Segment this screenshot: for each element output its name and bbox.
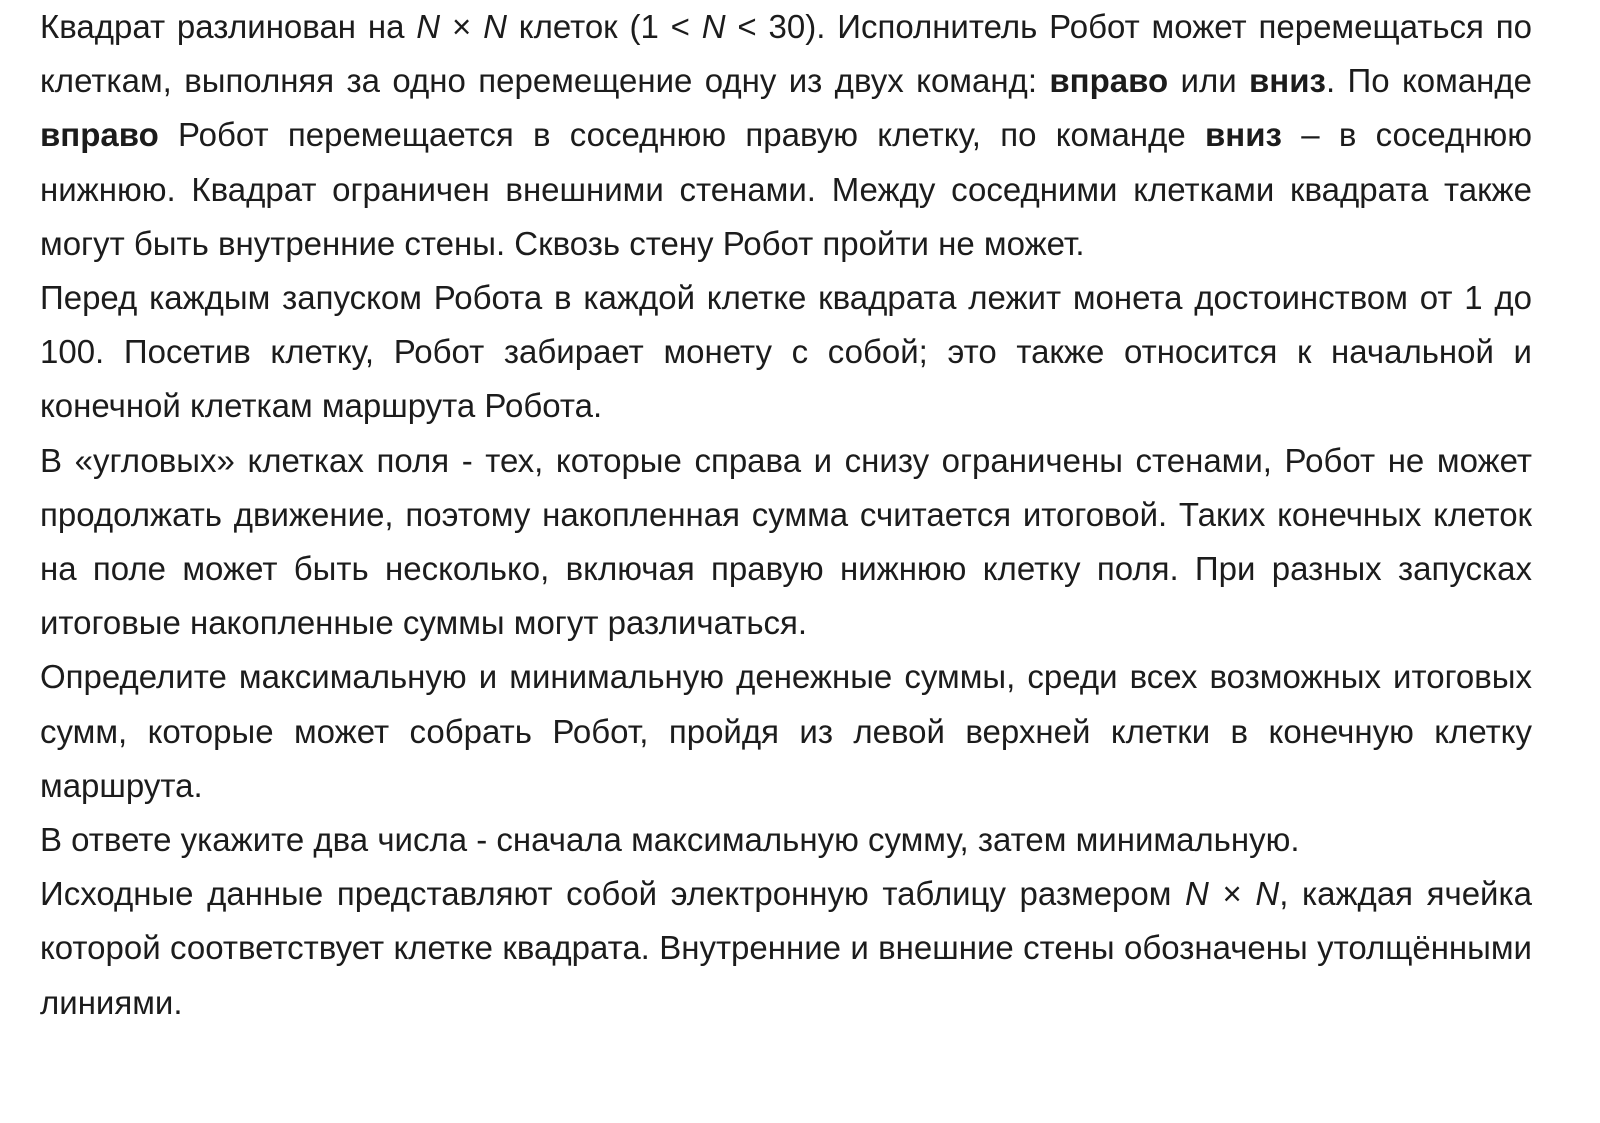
text: < 30). Исполнитель Робот может перемещаться по клеткам, выполняя за одно перемещение одну из двух команд: <box>40 8 1532 100</box>
command-down: вниз <box>1249 62 1326 100</box>
text: . По команде <box>1325 62 1532 100</box>
text: × <box>440 8 484 45</box>
var-n: N <box>1185 875 1209 913</box>
text: Квадрат разлинован на <box>40 8 417 45</box>
command-right: вправо <box>1049 62 1169 100</box>
text: или <box>1168 62 1250 100</box>
paragraph-coins: Перед каждым запуском Робота в каждой клетке квадрата лежит монета достоинством от 1 до 100. Посетив клетку, Робот забирает монету с собой; это также относится к начальной и конечной клеткам маршрута Робота. <box>40 279 1532 425</box>
var-n: N <box>483 8 507 45</box>
text: , каждая ячейка которой соответствует клетке квадрата. Внутренние и внешние стены обозначены утолщёнными линиями. <box>40 875 1532 1021</box>
var-n: N <box>416 8 441 45</box>
text: × <box>1208 875 1256 913</box>
text: клеток (1 < <box>506 8 702 45</box>
paragraph-robot-description <box>40 0 1532 271</box>
text: – в соседнюю нижнюю. Квадрат ограничен внешними стенами. Между соседними клетками квадрата также могут быть внутренние стены. Сквозь стену Робот пройти не может. <box>40 116 1532 262</box>
command-right: вправо <box>40 116 159 154</box>
paragraph-task: Определите максимальную и минимальную денежные суммы, среди всех возможных итоговых сумм, которые может собрать Робот, пройдя из левой верхней клетки в конечную клетку маршрута. <box>40 658 1532 804</box>
paragraph-input-data <box>40 867 1532 1030</box>
paragraph-corner-cells: В «угловых» клетках поля - тех, которые справа и снизу ограничены стенами, Робот не может продолжать движение, поэтому накопленная сумма считается итоговой. Таких конечных клеток на поле может быть несколько, включая правую нижнюю клетку поля. При разных запусках итоговые накопленные суммы могут различаться. <box>40 441 1532 642</box>
text: Исходные данные представляют собой электронную таблицу размером <box>40 875 1186 913</box>
var-n: N <box>701 8 726 45</box>
var-n: N <box>1255 875 1280 913</box>
paragraph-answer-format: В ответе укажите два числа - сначала максимальную сумму, затем минимальную. <box>40 821 1300 859</box>
command-down: вниз <box>1205 116 1282 154</box>
text: Робот перемещается в соседнюю правую клетку, по команде <box>158 116 1206 154</box>
problem-text <box>40 0 1532 1030</box>
